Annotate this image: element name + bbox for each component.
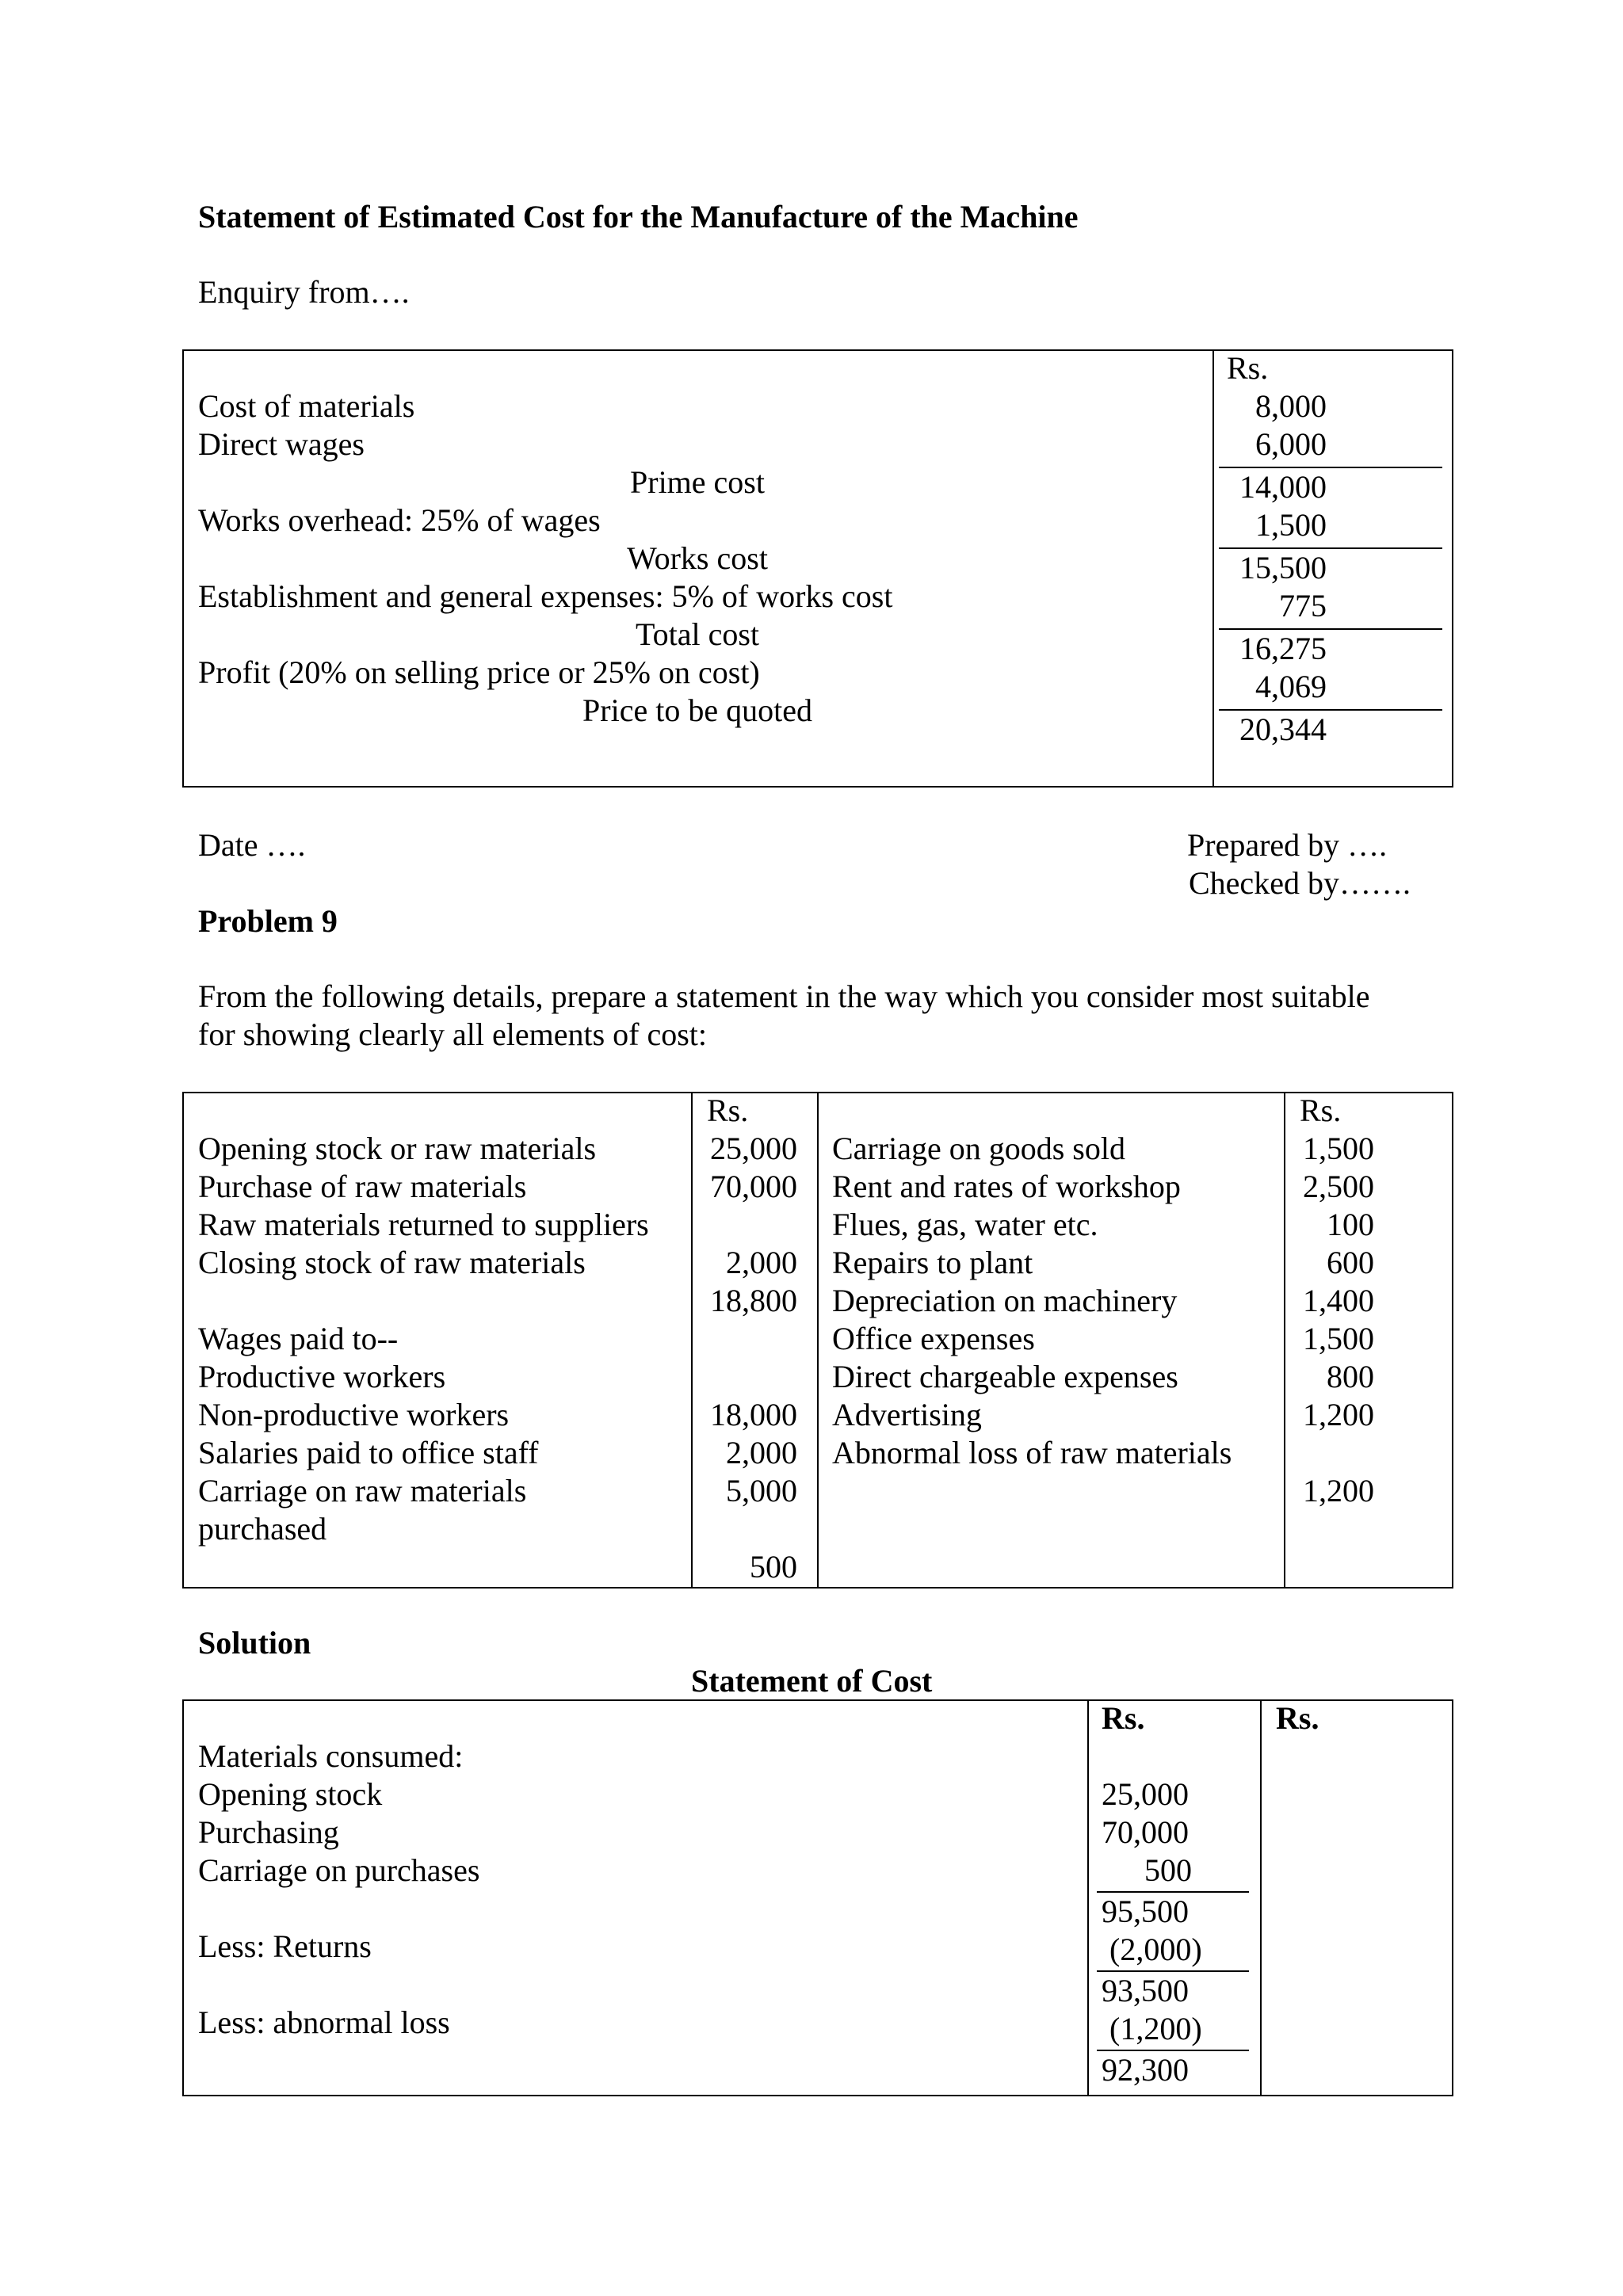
details-right-label: Rent and rates of workshop (832, 1169, 1181, 1204)
estimate-column-divider (1212, 349, 1214, 788)
details-left-label: Non-productive workers (198, 1397, 510, 1432)
details-left-value: 70,000 (710, 1169, 797, 1204)
details-right-label: Flues, gas, water etc. (832, 1207, 1098, 1242)
details-right-label: Abnormal loss of raw materials (832, 1435, 1232, 1470)
problem-text: From the following details, prepare a statement in the way which you consider most suitable (198, 978, 1370, 1014)
problem-title: Problem 9 (198, 903, 338, 939)
statement-label: Purchasing (198, 1814, 339, 1850)
details-left-label: Raw materials returned to suppliers (198, 1207, 649, 1242)
details-right-label: Repairs to plant (832, 1245, 1033, 1280)
details-left-label: Productive workers (198, 1359, 446, 1394)
prepared-by: Prepared by …. (1187, 827, 1388, 863)
details-left-label: Salaries paid to office staff (198, 1435, 539, 1470)
details-currency: Rs. (707, 1093, 749, 1128)
solution-title: Solution (198, 1625, 311, 1661)
details-left-value: 25,000 (710, 1131, 797, 1166)
details-right-value: 800 (1327, 1359, 1374, 1394)
statement-value: (2,000) (1109, 1932, 1202, 1967)
statement-value: 95,500 (1102, 1894, 1189, 1929)
details-left-label: Purchase of raw materials (198, 1169, 527, 1204)
details-right-label: Depreciation on machinery (832, 1283, 1178, 1318)
statement-value: (1,200) (1109, 2011, 1202, 2046)
details-right-value: 1,200 (1303, 1397, 1374, 1432)
statement-col-header: Rs. (1276, 1700, 1319, 1736)
estimate-subtotal-label: Prime cost (630, 464, 765, 500)
checked-by: Checked by……. (1189, 865, 1411, 901)
estimate-amount: 775 (1279, 588, 1327, 624)
estimate-total-label: Price to be quoted (582, 692, 812, 728)
estimate-label: Direct wages (198, 426, 365, 462)
details-right-value: 2,500 (1303, 1169, 1374, 1204)
details-divider (691, 1092, 693, 1589)
details-currency: Rs. (1300, 1093, 1342, 1128)
estimate-amount: 6,000 (1255, 426, 1327, 462)
details-divider (817, 1092, 819, 1589)
statement-divider (1087, 1699, 1089, 2096)
details-left-value: 2,000 (726, 1245, 797, 1280)
estimate-label: Establishment and general expenses: 5% of works cost (198, 578, 893, 614)
details-right-value: 100 (1327, 1207, 1374, 1242)
estimate-label: Profit (20% on selling price or 25% on cost) (198, 654, 760, 690)
details-left-value: 500 (750, 1549, 797, 1585)
details-right-label: Office expenses (832, 1321, 1035, 1356)
details-left-value: 18,000 (710, 1397, 797, 1432)
estimate-currency: Rs. (1227, 350, 1269, 386)
statement-label: Less: abnormal loss (198, 2004, 450, 2040)
statement-col-header: Rs. (1102, 1700, 1145, 1736)
statement-label: Materials consumed: (198, 1738, 464, 1774)
statement-title: Statement of Cost (691, 1663, 933, 1699)
details-right-value: 600 (1327, 1245, 1374, 1280)
details-right-value: 1,500 (1303, 1131, 1374, 1166)
statement-divider (1260, 1699, 1262, 2096)
details-left-value: 2,000 (726, 1435, 797, 1470)
details-left-value: 5,000 (726, 1473, 797, 1508)
enquiry-line: Enquiry from…. (198, 274, 410, 310)
details-right-value: 1,400 (1303, 1283, 1374, 1318)
statement-value: 70,000 (1102, 1814, 1189, 1850)
estimate-amount: 20,344 (1239, 711, 1327, 747)
estimate-amount: 8,000 (1255, 388, 1327, 424)
problem-text: for showing clearly all elements of cost: (198, 1016, 708, 1052)
estimate-amount: 16,275 (1239, 631, 1327, 666)
details-right-label: Direct chargeable expenses (832, 1359, 1178, 1394)
statement-label: Less: Returns (198, 1928, 372, 1964)
statement-value: 25,000 (1102, 1776, 1189, 1812)
estimate-amount: 4,069 (1255, 669, 1327, 704)
estimate-subtotal-label: Works cost (627, 540, 768, 576)
details-right-value: 1,200 (1303, 1473, 1374, 1508)
details-left-label: Wages paid to-- (198, 1321, 399, 1356)
details-divider (1284, 1092, 1285, 1589)
statement-label: Opening stock (198, 1776, 383, 1812)
details-right-label: Advertising (832, 1397, 982, 1432)
estimate-amount: 1,500 (1255, 507, 1327, 543)
estimate-subtotal-label: Total cost (635, 616, 760, 652)
details-right-value: 1,500 (1303, 1321, 1374, 1356)
estimate-amount: 14,000 (1239, 469, 1327, 505)
page-heading: Statement of Estimated Cost for the Manufacture of the Machine (198, 199, 1079, 235)
estimate-amount: 15,500 (1239, 550, 1327, 585)
details-left-label: Carriage on raw materials (198, 1473, 527, 1508)
details-left-label: Closing stock of raw materials (198, 1245, 586, 1280)
details-left-label: Opening stock or raw materials (198, 1131, 597, 1166)
statement-value: 92,300 (1102, 2052, 1189, 2088)
estimate-label: Cost of materials (198, 388, 415, 424)
statement-label: Carriage on purchases (198, 1852, 480, 1888)
statement-value: 93,500 (1102, 1973, 1189, 2008)
details-right-label: Carriage on goods sold (832, 1131, 1125, 1166)
estimate-label: Works overhead: 25% of wages (198, 502, 601, 538)
details-left-value: 18,800 (710, 1283, 797, 1318)
details-left-label: purchased (198, 1511, 327, 1547)
statement-value: 500 (1144, 1852, 1192, 1888)
date-line: Date …. (198, 827, 306, 863)
